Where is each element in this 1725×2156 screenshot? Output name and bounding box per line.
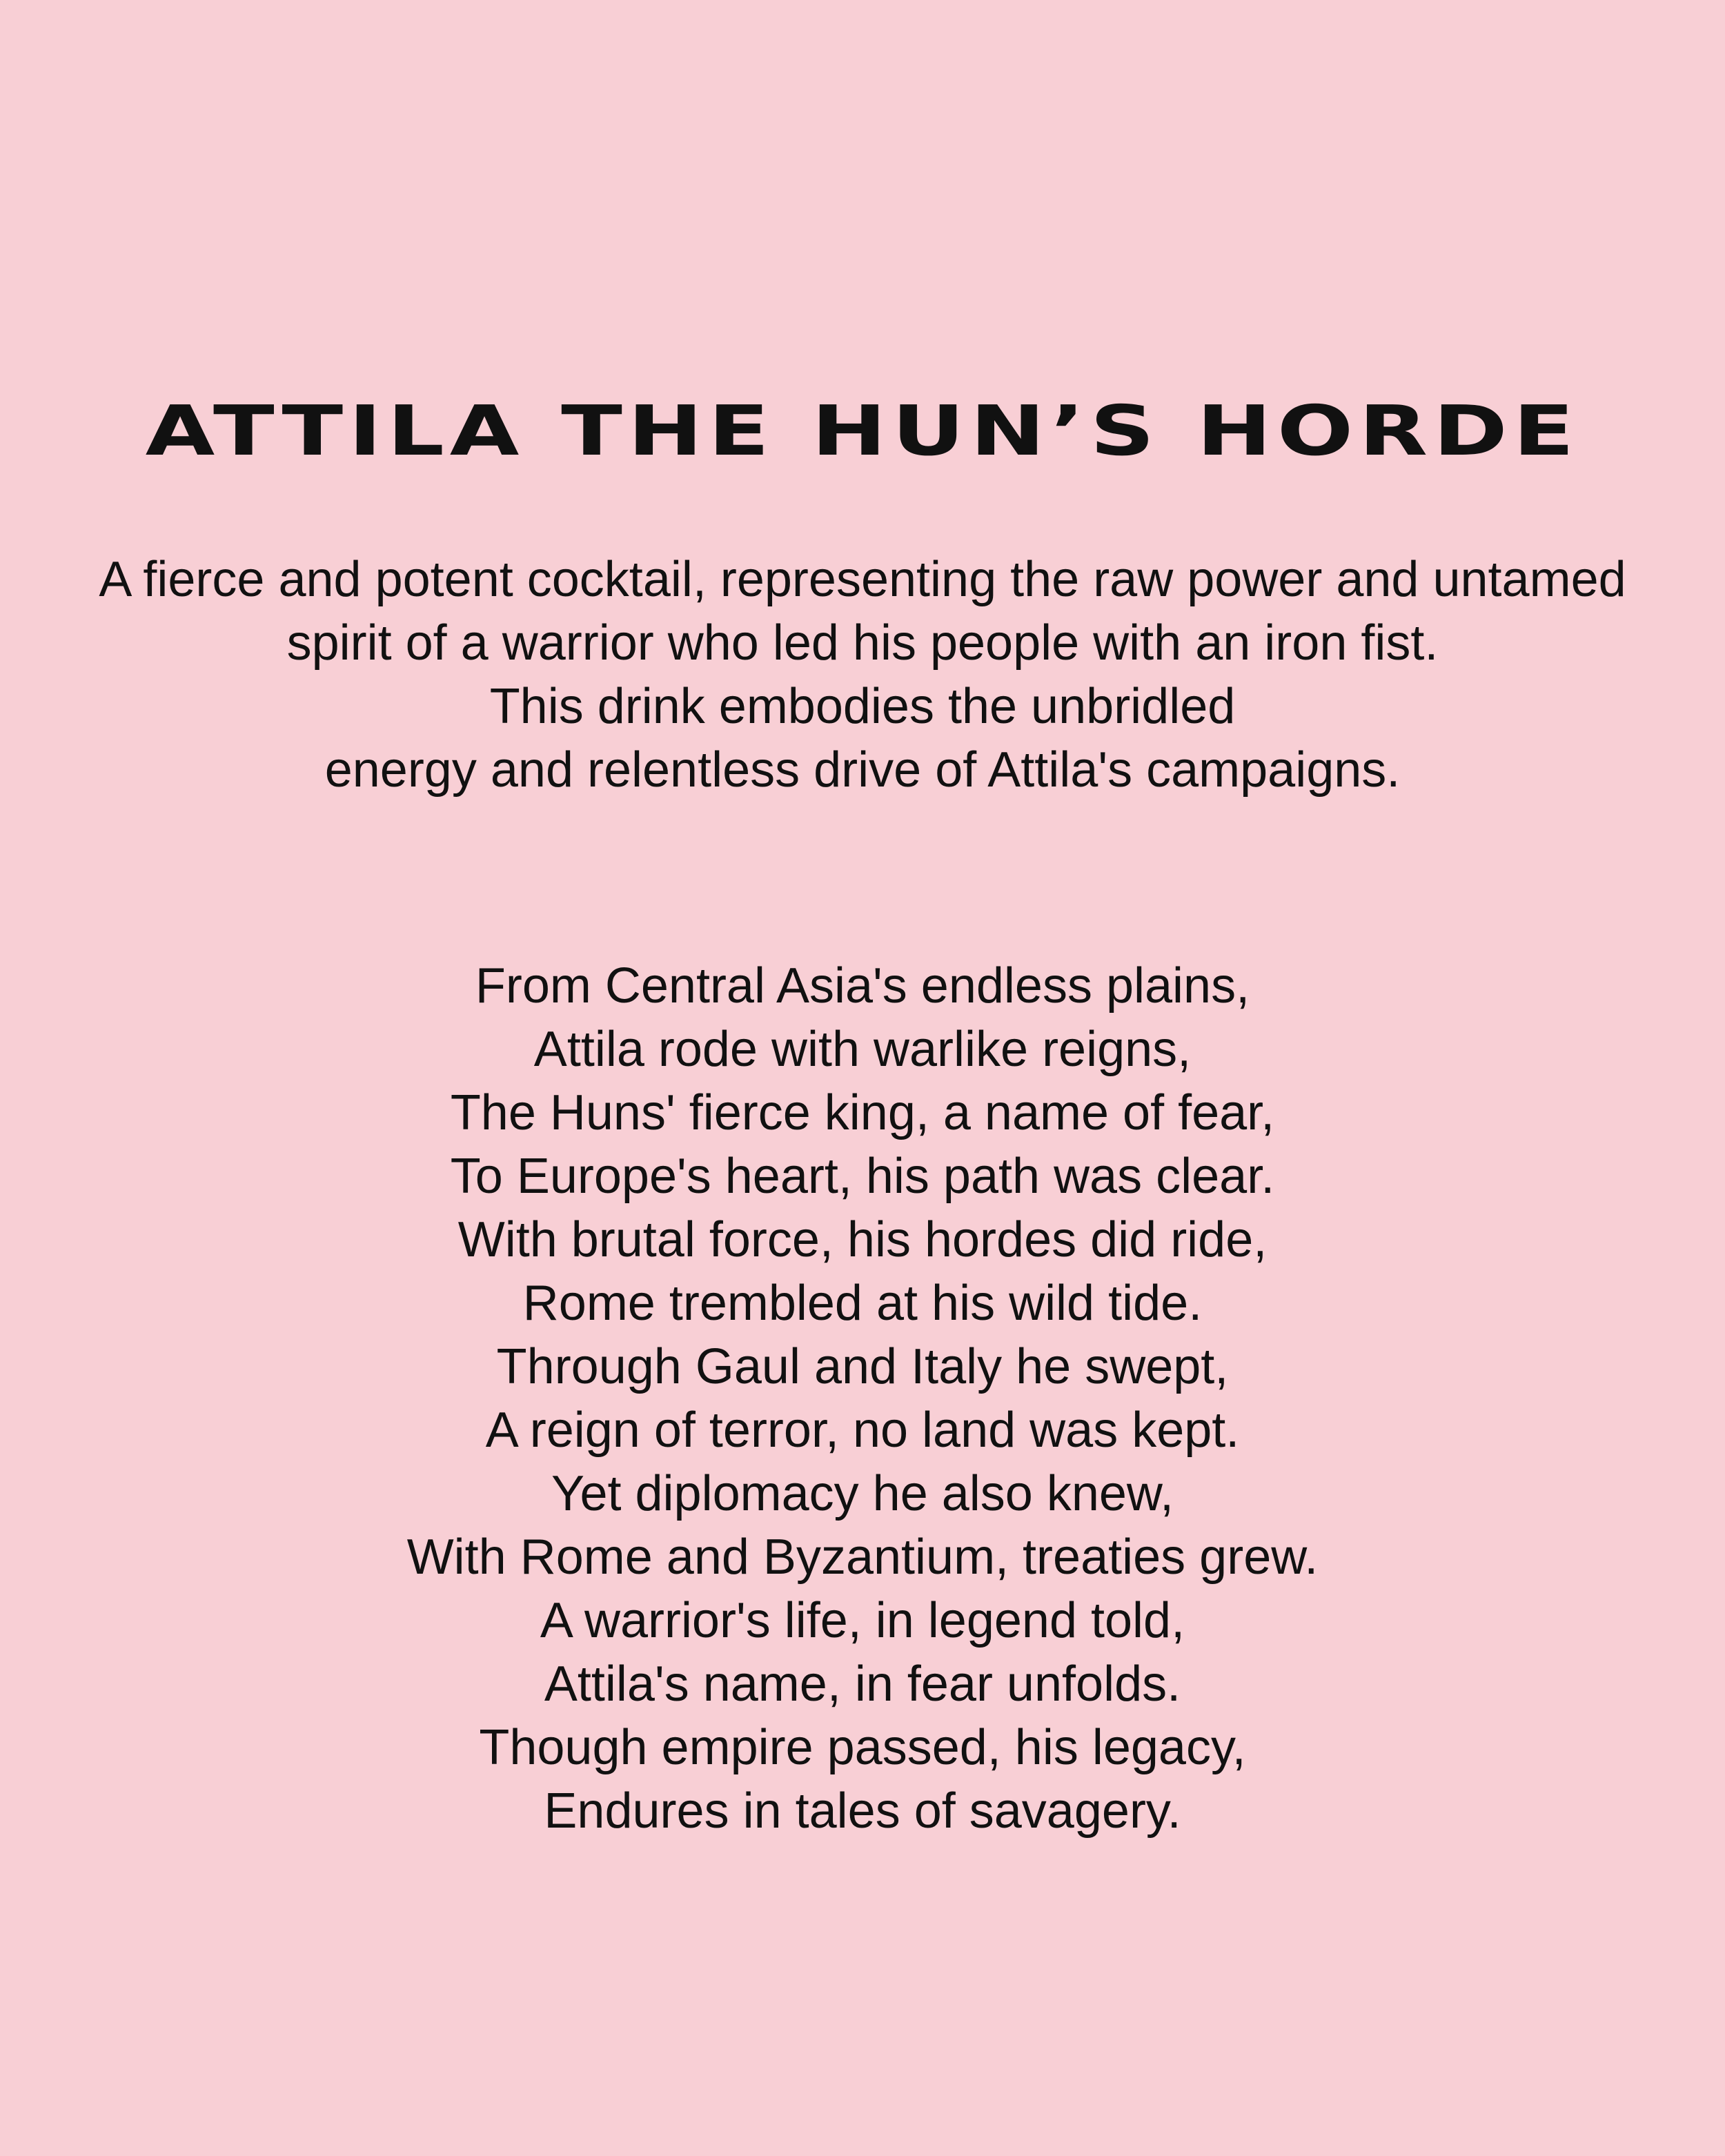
poem-line: Yet diplomacy he also knew, <box>551 1466 1174 1521</box>
poem-line: With Rome and Byzantium, treaties grew. <box>406 1530 1319 1585</box>
poem-line: Endures in tales of savagery. <box>544 1783 1181 1839</box>
poster-title: ATTILA THE HUN’S HORDE <box>145 390 1580 471</box>
poem-line: Attila's name, in fear unfolds. <box>544 1656 1181 1712</box>
poem-line: To Europe's heart, his path was clear. <box>450 1149 1275 1204</box>
poem-line: Attila rode with warlike reigns, <box>533 1022 1192 1077</box>
description-line: spirit of a warrior who led his people with an iron fist. <box>286 615 1439 671</box>
description-paragraph <box>0 548 1725 802</box>
poem-line: From Central Asia's endless plains, <box>475 958 1250 1013</box>
poem-line: With brutal force, his hordes did ride, <box>457 1212 1268 1267</box>
description-line: This drink embodies the unbridled <box>489 679 1236 734</box>
poem-line: A reign of terror, no land was kept. <box>485 1403 1240 1458</box>
description-line: energy and relentless drive of Attila's campaigns. <box>324 742 1401 798</box>
poem-line: A warrior's life, in legend told, <box>540 1593 1185 1648</box>
poem-line: Through Gaul and Italy he swept, <box>496 1339 1229 1394</box>
poem-line: The Huns' fierce king, a name of fear, <box>450 1085 1275 1140</box>
poem-line: Rome trembled at his wild tide. <box>522 1276 1203 1331</box>
description-line: A fierce and potent cocktail, representing the raw power and untamed <box>99 552 1626 607</box>
poem-line: Though empire passed, his legacy, <box>479 1720 1246 1775</box>
poem <box>0 954 1725 1843</box>
